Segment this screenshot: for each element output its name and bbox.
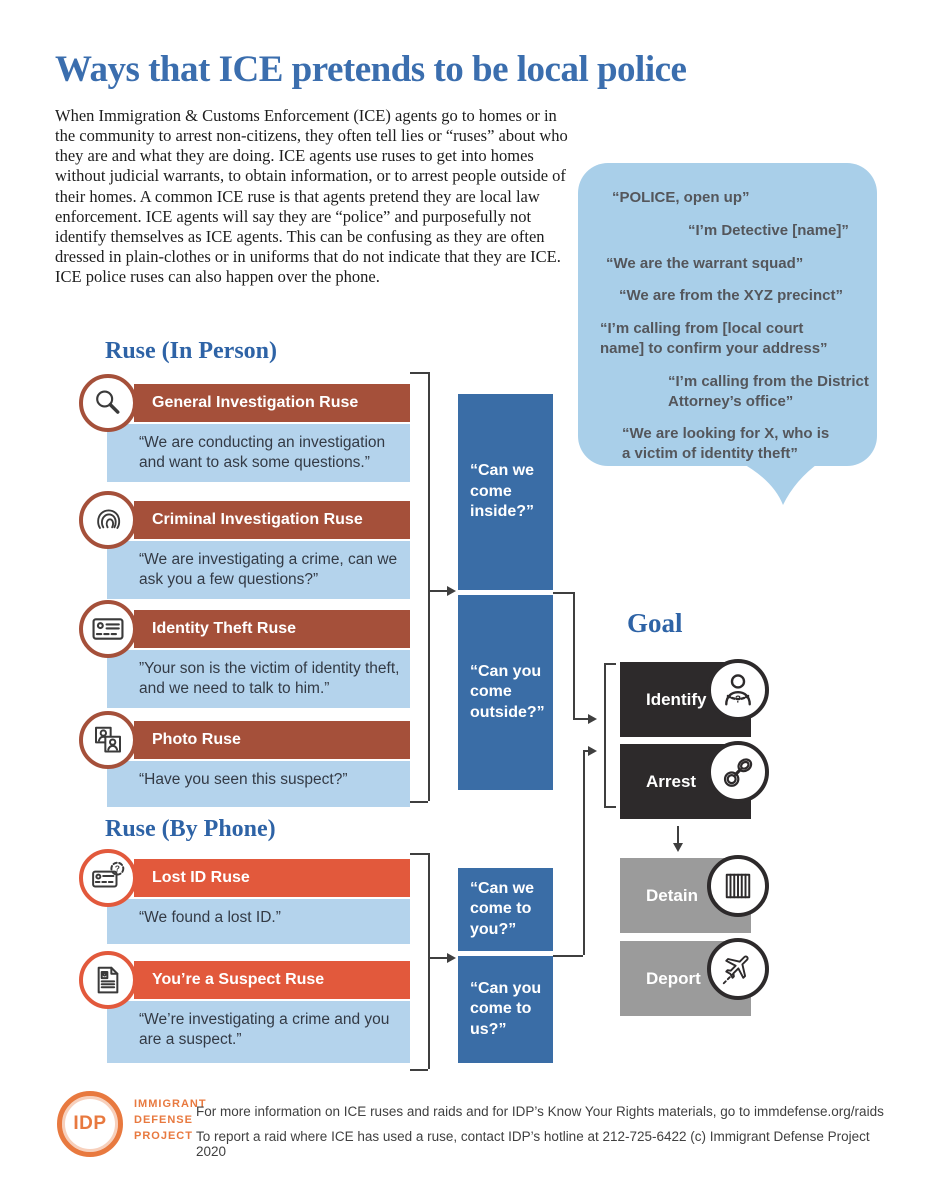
fingerprint-icon bbox=[79, 491, 137, 549]
footer-report-line: To report a raid where ICE has used a ruse, contact IDP’s hotline at 212-725-6422 (c) Immigrant Defense Project 2020 bbox=[196, 1129, 870, 1159]
goal-bracket-bottom bbox=[604, 806, 616, 808]
page-title: Ways that ICE pretends to be local police bbox=[55, 49, 687, 90]
bubble-quote: “I’m calling from the District Attorney’s office” bbox=[668, 372, 869, 410]
magnifier-icon bbox=[79, 374, 137, 432]
logo-name-line: IMMIGRANT bbox=[134, 1098, 207, 1110]
ruse-title-bar: General Investigation Ruse bbox=[134, 384, 410, 422]
question-box-come-outside: “Can you come outside?” bbox=[458, 595, 553, 790]
intro-paragraph: When Immigration & Customs Enforcement (ICE) agents go to homes or in the community to arrest non-citizens, they often tell lies or “ruses” about who they are and what they are doing. ICE agents use ruses to get into homes without judicial warrants, to obtain information, or to arrest people outside of their homes. A common ICE ruse is that agents pretend they are local law enforcement. ICE agents will say they are “police” and purposefully not identify themselves as ICE agents. This can be confusing as they are often dressed in plain-clothes or in uniforms that do not indicate that they are ICE. ICE police ruses can also happen over the phone. bbox=[55, 106, 568, 286]
handcuffs-icon bbox=[707, 741, 769, 803]
phone-arrow-line bbox=[430, 957, 448, 959]
ruse-quote: “We are conducting an investigation and want to ask some questions.” bbox=[107, 424, 410, 482]
question-box-come-to-you: “Can we come to you?” bbox=[458, 868, 553, 951]
goal-box-arrest: Arrest bbox=[620, 744, 751, 819]
photos-icon bbox=[79, 711, 137, 769]
bubble-quote: “I’m Detective [name]” bbox=[688, 221, 849, 239]
in-person-arrow-line bbox=[430, 590, 448, 592]
svg-text:?: ? bbox=[114, 863, 120, 874]
goal-box-detain: Detain bbox=[620, 858, 751, 933]
phone-bracket-top bbox=[410, 853, 428, 855]
person-question-icon bbox=[707, 659, 769, 721]
section-heading-goal: Goal bbox=[627, 608, 683, 638]
inperson-goal-arrowhead bbox=[588, 714, 597, 724]
phone-arrowhead bbox=[447, 953, 456, 963]
ruse-title-bar: Criminal Investigation Ruse bbox=[134, 501, 410, 539]
logo-name-line: PROJECT bbox=[134, 1129, 193, 1142]
in-person-arrowhead bbox=[447, 586, 456, 596]
in-person-bracket-line bbox=[428, 372, 430, 801]
inperson-goal-link-h2 bbox=[573, 718, 589, 720]
idp-logo-abbr: IDP bbox=[73, 1113, 107, 1134]
phone-goal-link-v bbox=[583, 750, 585, 955]
ruse-quote: “We found a lost ID.” bbox=[107, 899, 410, 944]
ruse-quote: ”Your son is the victim of identity theft, and we need to talk to him.” bbox=[107, 650, 410, 708]
svg-text:?: ? bbox=[734, 694, 742, 706]
idp-logo bbox=[57, 1091, 123, 1157]
airplane-icon bbox=[707, 938, 769, 1000]
speech-bubble-tail bbox=[735, 462, 825, 507]
goal-box-deport: Deport bbox=[620, 941, 751, 1016]
phone-goal-link-h1 bbox=[553, 955, 583, 957]
ruse-quote: “Have you seen this suspect?” bbox=[107, 761, 410, 807]
bubble-quote: “We are looking for X, who is a victim of identity theft” bbox=[622, 425, 830, 463]
goal-bracket-top bbox=[604, 663, 616, 665]
ruse-title-bar: Identity Theft Ruse bbox=[134, 610, 410, 648]
in-person-bracket-top bbox=[410, 372, 428, 374]
phone-bracket-line bbox=[428, 853, 430, 1069]
inperson-goal-link-v bbox=[573, 592, 575, 718]
ruse-quote: “We are investigating a crime, can we ask you a few questions?” bbox=[107, 541, 410, 599]
question-box-come-inside: “Can we come inside?” bbox=[458, 394, 553, 590]
bubble-quote: “I’m calling from [local court name] to confirm your address” bbox=[600, 320, 828, 357]
ruse-quote: “We’re investigating a crime and you are a suspect.” bbox=[107, 1001, 410, 1063]
ruse-title-bar: Photo Ruse bbox=[134, 721, 410, 759]
speech-bubble bbox=[578, 163, 877, 466]
lost-id-icon bbox=[79, 849, 137, 907]
goal-bracket-line bbox=[604, 663, 606, 808]
bubble-quote: “POLICE, open up” bbox=[612, 189, 750, 206]
phone-goal-arrowhead bbox=[588, 746, 597, 756]
in-person-bracket-bottom bbox=[410, 801, 428, 803]
jail-bars-icon bbox=[707, 855, 769, 917]
inperson-goal-link-h1 bbox=[553, 592, 573, 594]
id-card-icon bbox=[79, 600, 137, 658]
phone-bracket-bottom bbox=[410, 1069, 428, 1071]
logo-name-line: DEFENSE bbox=[134, 1113, 193, 1126]
goal-box-identify: Identify bbox=[620, 662, 751, 737]
section-heading-in-person: Ruse (In Person) bbox=[105, 338, 277, 364]
bubble-quote: “We are the warrant squad” bbox=[606, 254, 804, 272]
ruse-title-bar: You’re a Suspect Ruse bbox=[134, 961, 410, 999]
bubble-quote: “We are from the XYZ precinct” bbox=[619, 287, 843, 305]
footer-info-line: For more information on ICE ruses and raids and for IDP’s Know Your Rights materials, go to immdefense.org/raids bbox=[196, 1104, 884, 1119]
section-heading-by-phone: Ruse (By Phone) bbox=[105, 816, 276, 842]
arrest-detain-arrowhead bbox=[673, 843, 683, 852]
question-box-come-to-us: “Can you come to us?” bbox=[458, 956, 553, 1063]
suspect-document-icon bbox=[79, 951, 137, 1009]
ruse-title-bar: Lost ID Ruse bbox=[134, 859, 410, 897]
arrest-detain-arrow-line bbox=[677, 826, 679, 844]
